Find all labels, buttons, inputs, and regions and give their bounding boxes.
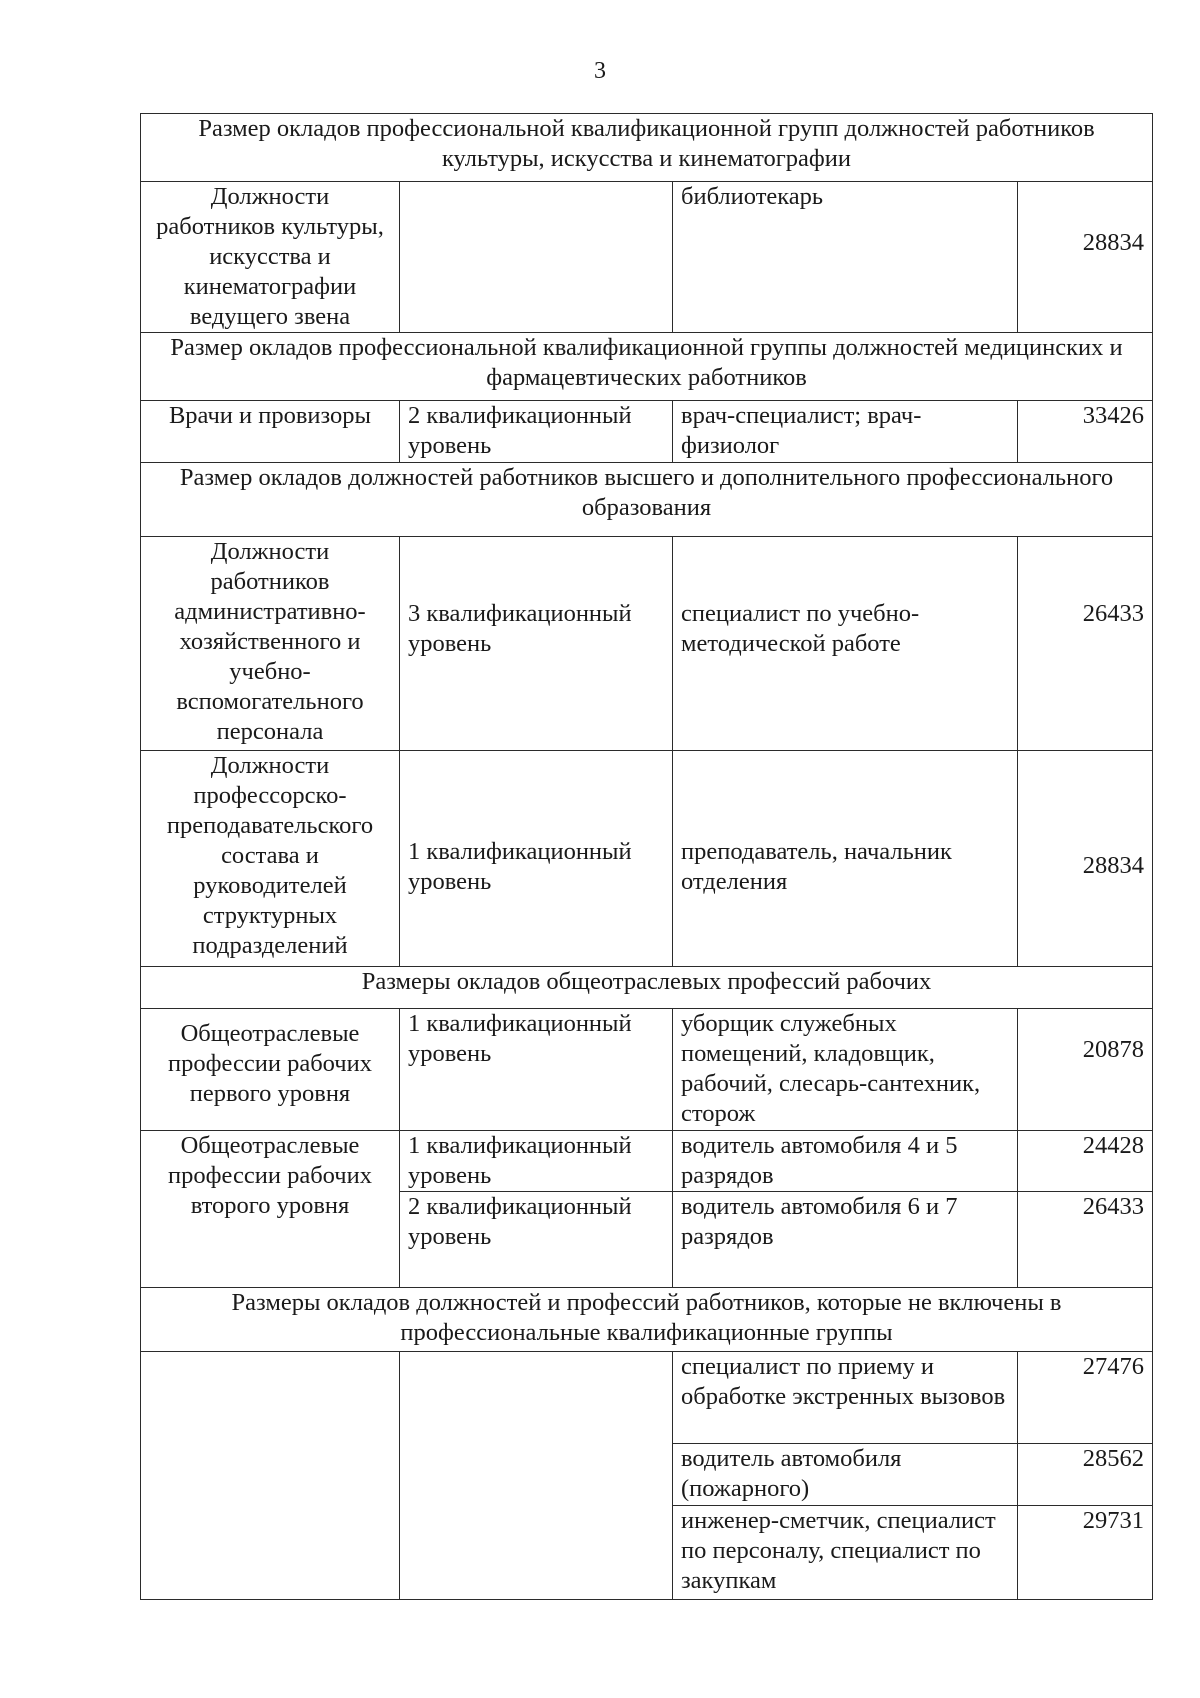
section-header-row xyxy=(141,967,1153,1009)
position-cell: водитель автомобиля 6 и 7 разрядов xyxy=(673,1192,1018,1288)
group-cell: Врачи и провизоры xyxy=(141,401,400,463)
section-header-row xyxy=(141,114,1153,182)
position-cell: инженер-сметчик, специалист по персоналу, специалист по закупкам xyxy=(673,1506,1018,1600)
group-cell: Общеотраслевые профессии рабочих второго уровня xyxy=(141,1131,400,1288)
salary-cell: 27476 xyxy=(1018,1352,1153,1444)
salary-cell: 28834 xyxy=(1018,182,1153,333)
section-header-row xyxy=(141,333,1153,401)
section-header-row xyxy=(141,463,1153,537)
position-cell: преподаватель, начальник отделения xyxy=(673,751,1018,967)
section-title: Размер окладов профессиональной квалификационной групп должностей работников культуры, искусства и кинематографии xyxy=(141,114,1153,182)
level-cell xyxy=(400,182,673,333)
level-cell: 3 квалификационный уровень xyxy=(400,537,673,751)
level-cell: 1 квалификационный уровень xyxy=(400,1009,673,1131)
position-cell: специалист по учебно-методической работе xyxy=(673,537,1018,751)
salary-cell: 28562 xyxy=(1018,1444,1153,1506)
salary-cell: 26433 xyxy=(1018,1192,1153,1288)
table-row xyxy=(141,182,1153,333)
position-cell: специалист по приему и обработке экстренных вызовов xyxy=(673,1352,1018,1444)
position-cell: библиотекарь xyxy=(673,182,1018,333)
section-header-row xyxy=(141,1288,1153,1352)
table-row xyxy=(141,537,1153,751)
salary-cell: 26433 xyxy=(1018,537,1153,751)
position-cell: уборщик служебных помещений, кладовщик, рабочий, слесарь-сантехник, сторож xyxy=(673,1009,1018,1131)
salary-cell: 20878 xyxy=(1018,1009,1153,1131)
level-cell: 2 квалификационный уровень xyxy=(400,1192,673,1288)
salary-cell: 28834 xyxy=(1018,751,1153,967)
section-title: Размеры окладов должностей и профессий работников, которые не включены в профессиональные квалификационные группы xyxy=(141,1288,1153,1352)
group-cell: Должности работников культуры, искусства и кинематографии ведущего звена xyxy=(141,182,400,333)
level-cell xyxy=(400,1352,673,1600)
salary-cell: 29731 xyxy=(1018,1506,1153,1600)
salary-cell: 33426 xyxy=(1018,401,1153,463)
position-cell: водитель автомобиля (пожарного) xyxy=(673,1444,1018,1506)
table-row xyxy=(141,751,1153,967)
level-cell: 1 квалификационный уровень xyxy=(400,1131,673,1192)
position-cell: водитель автомобиля 4 и 5 разрядов xyxy=(673,1131,1018,1192)
group-cell: Общеотраслевые профессии рабочих первого уровня xyxy=(141,1009,400,1131)
table-row xyxy=(141,1352,1153,1444)
page-number: 3 xyxy=(594,58,606,84)
group-cell xyxy=(141,1352,400,1600)
salary-table xyxy=(140,113,1153,1600)
table-row xyxy=(141,1131,1153,1192)
salary-cell: 24428 xyxy=(1018,1131,1153,1192)
group-cell: Должности работников административно-хозяйственного и учебно-вспомогательного персонала xyxy=(141,537,400,751)
table-row xyxy=(141,1009,1153,1131)
level-cell: 2 квалификационный уровень xyxy=(400,401,673,463)
level-cell: 1 квалификационный уровень xyxy=(400,751,673,967)
group-cell: Должности профессорско-преподавательского состава и руководителей структурных подразделений xyxy=(141,751,400,967)
position-cell: врач-специалист; врач-физиолог xyxy=(673,401,1018,463)
section-title: Размеры окладов общеотраслевых профессий рабочих xyxy=(141,967,1153,1009)
section-title: Размер окладов должностей работников высшего и дополнительного профессионального образования xyxy=(141,463,1153,537)
section-title: Размер окладов профессиональной квалификационной группы должностей медицинских и фармацевтических работников xyxy=(141,333,1153,401)
table-row xyxy=(141,401,1153,463)
